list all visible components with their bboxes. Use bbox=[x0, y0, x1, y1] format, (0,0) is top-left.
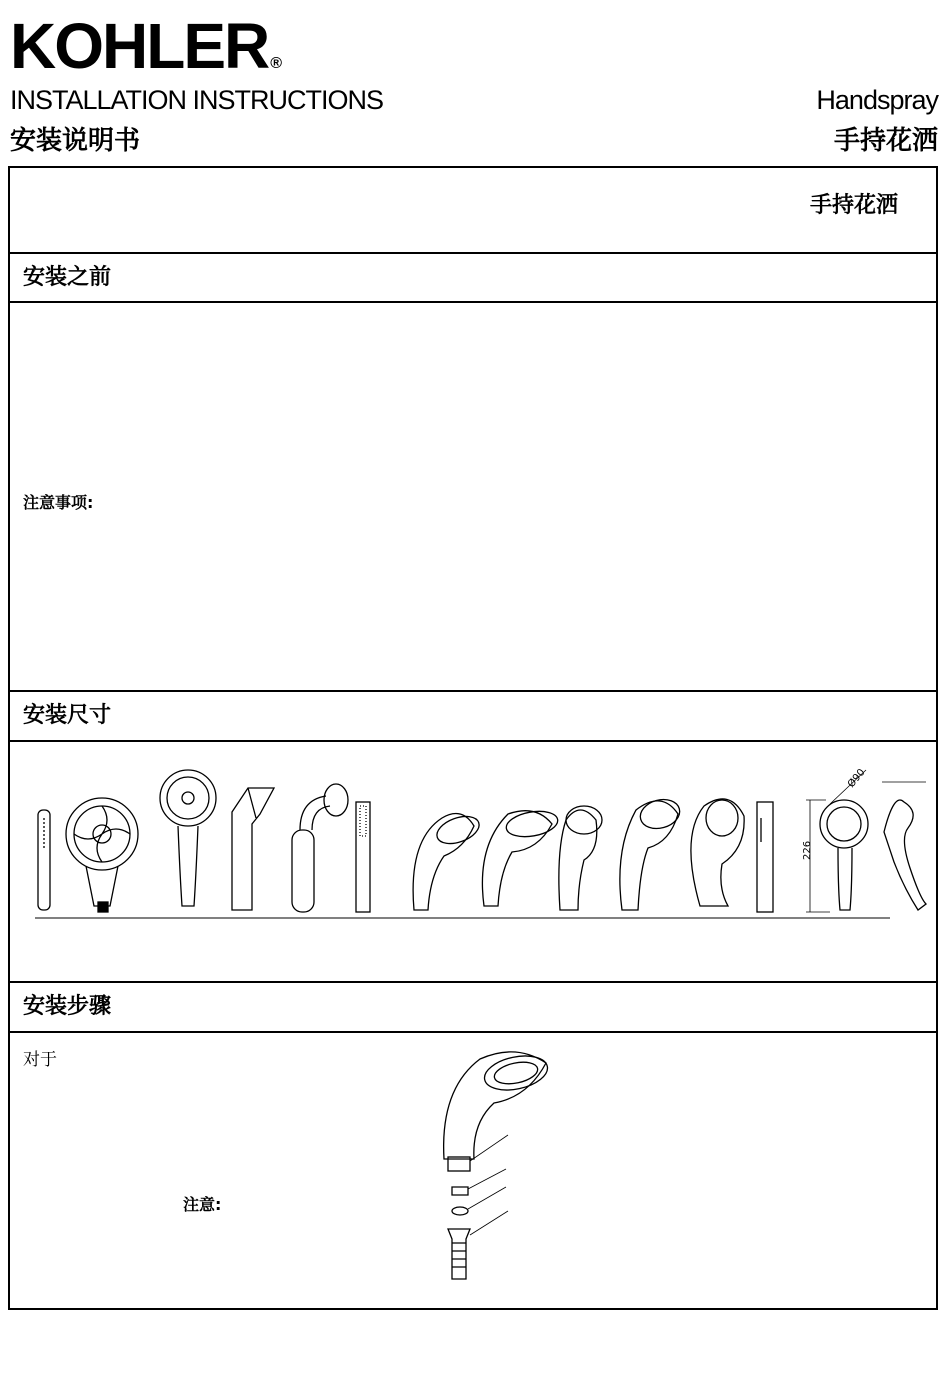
intro-box bbox=[8, 166, 938, 253]
steps-note-label: 注意: bbox=[183, 1195, 222, 1214]
exploded-handspray-drawing bbox=[430, 1039, 570, 1289]
kohler-logo: KOHLER ® bbox=[10, 10, 283, 82]
dimensions-title: 安装尺寸 bbox=[23, 703, 112, 728]
intro-product-name: 手持花洒 bbox=[809, 193, 898, 218]
product-cn: 手持花洒 bbox=[833, 126, 938, 156]
steps-title: 安装步骤 bbox=[23, 994, 112, 1019]
product-en: Handspray bbox=[816, 85, 938, 115]
dimensions-body bbox=[8, 740, 938, 982]
before-body bbox=[8, 301, 938, 691]
dimensions-header bbox=[8, 690, 938, 741]
steps-body bbox=[8, 1031, 938, 1310]
title-cn: 安装说明书 bbox=[10, 126, 141, 156]
steps-for-label: 对于 bbox=[23, 1050, 57, 1070]
before-note-label: 注意事项: bbox=[23, 493, 94, 512]
before-header bbox=[8, 252, 938, 302]
before-title: 安装之前 bbox=[23, 265, 112, 290]
dim-diameter-label: Ø90 bbox=[845, 767, 868, 790]
steps-header bbox=[8, 981, 938, 1032]
handspray-models-drawing bbox=[10, 742, 936, 982]
dim-height-label: 226 bbox=[802, 840, 813, 860]
title-en: INSTALLATION INSTRUCTIONS bbox=[10, 85, 384, 115]
